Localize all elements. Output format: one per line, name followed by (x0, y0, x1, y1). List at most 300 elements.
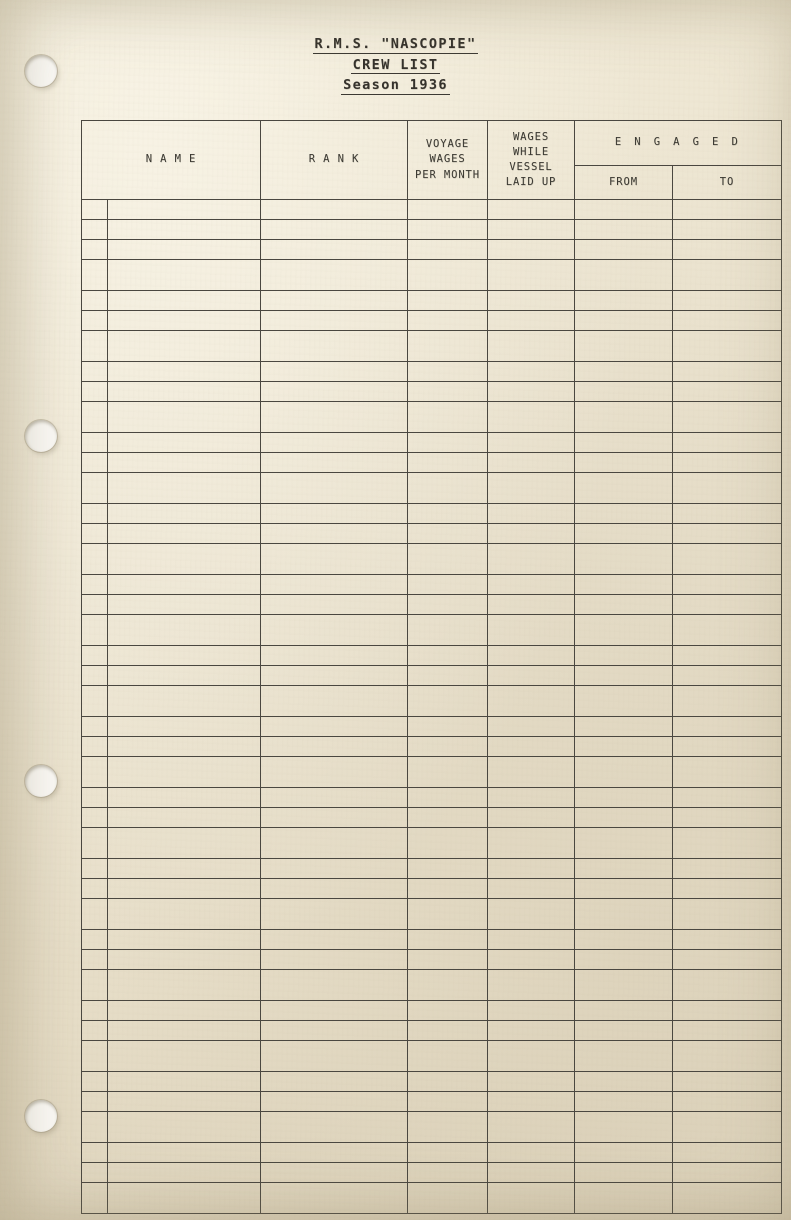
crew-name (108, 453, 261, 473)
row-number (82, 291, 108, 311)
row-number (82, 1183, 108, 1214)
table-row (82, 757, 782, 788)
engaged-from (575, 930, 673, 950)
row-number (82, 615, 108, 646)
row-number (82, 544, 108, 575)
laid-up-wage (488, 970, 575, 1001)
table-row (82, 1021, 782, 1041)
crew-rank (261, 1183, 408, 1214)
laid-up-wage (488, 615, 575, 646)
row-number (82, 260, 108, 291)
engaged-from (575, 382, 673, 402)
table-head (82, 121, 782, 200)
voyage-wage (408, 1072, 488, 1092)
crew-name (108, 757, 261, 788)
voyage-wage (408, 1092, 488, 1112)
row-number (82, 595, 108, 615)
row-number (82, 433, 108, 453)
voyage-wage (408, 899, 488, 930)
laid-up-wage (488, 757, 575, 788)
engaged-from (575, 240, 673, 260)
row-number (82, 1072, 108, 1092)
crew-name (108, 504, 261, 524)
crew-name (108, 1041, 261, 1072)
crew-name (108, 524, 261, 544)
table-row (82, 879, 782, 899)
crew-name (108, 666, 261, 686)
crew-name (108, 1143, 261, 1163)
engaged-to (673, 473, 782, 504)
laid-up-wage (488, 362, 575, 382)
voyage-wage (408, 575, 488, 595)
crew-rank (261, 788, 408, 808)
crew-name (108, 362, 261, 382)
table-row (82, 1001, 782, 1021)
row-number (82, 1041, 108, 1072)
crew-rank (261, 260, 408, 291)
engaged-from (575, 524, 673, 544)
row-number (82, 200, 108, 220)
laid-up-wage (488, 666, 575, 686)
crew-name (108, 1112, 261, 1143)
laid-up-wage (488, 859, 575, 879)
crew-rank (261, 717, 408, 737)
voyage-wage (408, 646, 488, 666)
engaged-to (673, 433, 782, 453)
voyage-wage (408, 737, 488, 757)
table-row (82, 1072, 782, 1092)
laid-up-wage (488, 382, 575, 402)
crew-name (108, 200, 261, 220)
table-row (82, 362, 782, 382)
engaged-from (575, 362, 673, 382)
crew-name (108, 828, 261, 859)
crew-rank (261, 899, 408, 930)
crew-rank (261, 453, 408, 473)
table-row (82, 382, 782, 402)
engaged-to (673, 362, 782, 382)
engaged-from (575, 1041, 673, 1072)
crew-name (108, 291, 261, 311)
crew-name (108, 899, 261, 930)
title-ship-name-text: R.M.S. "NASCOPIE" (314, 36, 477, 52)
engaged-to (673, 950, 782, 970)
crew-name (108, 615, 261, 646)
voyage-wage (408, 504, 488, 524)
table-row (82, 930, 782, 950)
voyage-wages-line3: PER MONTH (415, 168, 480, 181)
engaged-from (575, 311, 673, 331)
row-number (82, 240, 108, 260)
crew-rank (261, 311, 408, 331)
engaged-to (673, 402, 782, 433)
crew-rank (261, 1072, 408, 1092)
table-row (82, 1112, 782, 1143)
crew-rank (261, 220, 408, 240)
crew-name (108, 402, 261, 433)
laid-up-wage (488, 291, 575, 311)
engaged-to (673, 1001, 782, 1021)
engaged-to (673, 453, 782, 473)
table-row (82, 544, 782, 575)
crew-rank (261, 1092, 408, 1112)
punch-hole (25, 765, 57, 797)
voyage-wage (408, 757, 488, 788)
crew-rank (261, 950, 408, 970)
row-number (82, 453, 108, 473)
voyage-wage (408, 291, 488, 311)
engaged-from (575, 828, 673, 859)
crew-list-table (81, 120, 782, 1214)
row-number (82, 970, 108, 1001)
engaged-to (673, 524, 782, 544)
row-number (82, 402, 108, 433)
laid-up-wage (488, 899, 575, 930)
crew-rank (261, 1041, 408, 1072)
engaged-to (673, 1072, 782, 1092)
crew-name (108, 311, 261, 331)
engaged-from (575, 615, 673, 646)
row-number (82, 1143, 108, 1163)
crew-name (108, 930, 261, 950)
crew-rank (261, 524, 408, 544)
row-number (82, 473, 108, 504)
crew-name (108, 1183, 261, 1214)
laid-up-wage (488, 879, 575, 899)
row-number (82, 362, 108, 382)
engaged-to (673, 1041, 782, 1072)
row-number (82, 220, 108, 240)
table-row (82, 595, 782, 615)
engaged-from (575, 808, 673, 828)
engaged-to (673, 879, 782, 899)
row-number (82, 1092, 108, 1112)
voyage-wage (408, 200, 488, 220)
laid-up-wage (488, 200, 575, 220)
table-row (82, 524, 782, 544)
crew-rank (261, 666, 408, 686)
crew-name (108, 1163, 261, 1183)
crew-name (108, 382, 261, 402)
engaged-from (575, 1183, 673, 1214)
engaged-from (575, 950, 673, 970)
laid-up-wage (488, 1021, 575, 1041)
laid-up-line1: WAGES (512, 130, 550, 143)
table-row (82, 1163, 782, 1183)
voyage-wage (408, 615, 488, 646)
voyage-wage (408, 544, 488, 575)
voyage-wage (408, 1001, 488, 1021)
engaged-to (673, 646, 782, 666)
row-number (82, 1163, 108, 1183)
voyage-wage (408, 1041, 488, 1072)
laid-up-wage (488, 453, 575, 473)
crew-name (108, 1001, 261, 1021)
crew-name (108, 788, 261, 808)
row-number (82, 757, 108, 788)
engaged-to (673, 1183, 782, 1214)
engaged-from (575, 473, 673, 504)
row-number (82, 899, 108, 930)
punch-hole (25, 420, 57, 452)
engaged-to (673, 331, 782, 362)
laid-up-line4: LAID UP (505, 176, 557, 189)
table-row (82, 453, 782, 473)
engaged-from (575, 220, 673, 240)
column-header-engaged-to: TO (673, 166, 782, 200)
voyage-wage (408, 240, 488, 260)
voyage-wage (408, 220, 488, 240)
voyage-wage (408, 930, 488, 950)
row-number (82, 808, 108, 828)
table-row (82, 808, 782, 828)
engaged-from (575, 1001, 673, 1021)
engaged-to (673, 1143, 782, 1163)
crew-rank (261, 737, 408, 757)
crew-rank (261, 1001, 408, 1021)
voyage-wages-line1: VOYAGE (425, 138, 470, 151)
laid-up-line3: VESSEL (509, 161, 553, 173)
title-season-text: Season 1936 (343, 77, 448, 93)
voyage-wages-line2: WAGES (429, 153, 466, 166)
engaged-to (673, 615, 782, 646)
engaged-from (575, 1072, 673, 1092)
voyage-wage (408, 453, 488, 473)
laid-up-wage (488, 260, 575, 291)
table-row (82, 970, 782, 1001)
engaged-to (673, 1092, 782, 1112)
row-number (82, 737, 108, 757)
crew-rank (261, 1021, 408, 1041)
engaged-to (673, 808, 782, 828)
crew-name (108, 950, 261, 970)
table-row (82, 473, 782, 504)
engaged-to (673, 930, 782, 950)
laid-up-wage (488, 950, 575, 970)
laid-up-wage (488, 1112, 575, 1143)
crew-rank (261, 595, 408, 615)
engaged-from (575, 666, 673, 686)
title-ship-name (0, 38, 791, 54)
punch-hole (25, 1100, 57, 1132)
title-season (0, 79, 791, 95)
engaged-from (575, 504, 673, 524)
voyage-wage (408, 1143, 488, 1163)
table-row (82, 311, 782, 331)
row-number (82, 950, 108, 970)
engaged-from (575, 260, 673, 291)
voyage-wage (408, 260, 488, 291)
row-number (82, 666, 108, 686)
crew-rank (261, 686, 408, 717)
engaged-from (575, 291, 673, 311)
crew-rank (261, 1143, 408, 1163)
voyage-wage (408, 1021, 488, 1041)
row-number (82, 859, 108, 879)
laid-up-wage (488, 1001, 575, 1021)
crew-rank (261, 433, 408, 453)
laid-up-line2: WHILE (512, 145, 550, 158)
laid-up-wage (488, 1143, 575, 1163)
engaged-to (673, 859, 782, 879)
engaged-from (575, 646, 673, 666)
engaged-from (575, 331, 673, 362)
crew-rank (261, 200, 408, 220)
crew-rank (261, 544, 408, 575)
engaged-to (673, 291, 782, 311)
engaged-from (575, 1092, 673, 1112)
laid-up-wage (488, 1163, 575, 1183)
table-row (82, 433, 782, 453)
crew-rank (261, 473, 408, 504)
column-header-wages-laid-up (488, 121, 575, 200)
crew-name (108, 331, 261, 362)
table-row (82, 950, 782, 970)
voyage-wage (408, 717, 488, 737)
engaged-from (575, 1163, 673, 1183)
engaged-from (575, 757, 673, 788)
laid-up-wage (488, 504, 575, 524)
row-number (82, 1112, 108, 1143)
engaged-from (575, 402, 673, 433)
row-number (82, 331, 108, 362)
crew-name (108, 240, 261, 260)
table-row (82, 504, 782, 524)
table-row (82, 615, 782, 646)
engaged-to (673, 260, 782, 291)
laid-up-wage (488, 524, 575, 544)
laid-up-wage (488, 402, 575, 433)
crew-name (108, 595, 261, 615)
voyage-wage (408, 311, 488, 331)
engaged-from (575, 544, 673, 575)
engaged-from (575, 1021, 673, 1041)
laid-up-wage (488, 240, 575, 260)
laid-up-wage (488, 1092, 575, 1112)
engaged-to (673, 737, 782, 757)
laid-up-wage (488, 1041, 575, 1072)
crew-name (108, 646, 261, 666)
voyage-wage (408, 686, 488, 717)
crew-name (108, 1072, 261, 1092)
voyage-wage (408, 970, 488, 1001)
engaged-to (673, 717, 782, 737)
title-crew-list (0, 56, 791, 75)
crew-rank (261, 240, 408, 260)
engaged-from (575, 788, 673, 808)
crew-name (108, 970, 261, 1001)
engaged-to (673, 575, 782, 595)
crew-rank (261, 808, 408, 828)
table-row (82, 1143, 782, 1163)
crew-name (108, 879, 261, 899)
voyage-wage (408, 362, 488, 382)
laid-up-wage (488, 737, 575, 757)
engaged-to (673, 311, 782, 331)
laid-up-wage (488, 828, 575, 859)
laid-up-wage (488, 930, 575, 950)
row-number (82, 686, 108, 717)
title-crew-list-text: CREW LIST (352, 56, 439, 73)
column-header-name: N A M E (82, 121, 261, 200)
laid-up-wage (488, 1183, 575, 1214)
crew-rank (261, 930, 408, 950)
voyage-wage (408, 473, 488, 504)
column-header-engaged: E N G A G E D (575, 121, 782, 166)
table-row (82, 859, 782, 879)
row-number (82, 930, 108, 950)
table-row (82, 575, 782, 595)
laid-up-wage (488, 646, 575, 666)
row-number (82, 717, 108, 737)
row-number (82, 1001, 108, 1021)
row-number (82, 788, 108, 808)
voyage-wage (408, 1183, 488, 1214)
voyage-wage (408, 433, 488, 453)
table-row (82, 240, 782, 260)
column-header-engaged-from: FROM (575, 166, 673, 200)
engaged-to (673, 504, 782, 524)
crew-rank (261, 879, 408, 899)
engaged-to (673, 757, 782, 788)
engaged-to (673, 970, 782, 1001)
crew-rank (261, 757, 408, 788)
engaged-from (575, 737, 673, 757)
row-number (82, 575, 108, 595)
column-header-voyage-wages (408, 121, 488, 200)
laid-up-wage (488, 433, 575, 453)
crew-name (108, 473, 261, 504)
laid-up-wage (488, 595, 575, 615)
crew-name (108, 717, 261, 737)
crew-rank (261, 382, 408, 402)
engaged-from (575, 879, 673, 899)
table-row (82, 291, 782, 311)
engaged-to (673, 595, 782, 615)
engaged-from (575, 899, 673, 930)
table-row (82, 1092, 782, 1112)
table-row (82, 686, 782, 717)
engaged-to (673, 240, 782, 260)
voyage-wage (408, 382, 488, 402)
document-title-block (0, 38, 791, 100)
voyage-wage (408, 859, 488, 879)
crew-rank (261, 1163, 408, 1183)
table-row (82, 717, 782, 737)
crew-rank (261, 970, 408, 1001)
engaged-to (673, 1021, 782, 1041)
row-number (82, 1021, 108, 1041)
crew-name (108, 260, 261, 291)
voyage-wage (408, 402, 488, 433)
table-body (82, 200, 782, 1214)
engaged-to (673, 1163, 782, 1183)
crew-rank (261, 615, 408, 646)
engaged-to (673, 788, 782, 808)
engaged-from (575, 453, 673, 473)
voyage-wage (408, 595, 488, 615)
voyage-wage (408, 950, 488, 970)
crew-rank (261, 859, 408, 879)
engaged-to (673, 666, 782, 686)
crew-name (108, 1021, 261, 1041)
voyage-wage (408, 788, 488, 808)
engaged-from (575, 1112, 673, 1143)
voyage-wage (408, 666, 488, 686)
engaged-to (673, 1112, 782, 1143)
column-header-rank: R A N K (261, 121, 408, 200)
engaged-to (673, 828, 782, 859)
